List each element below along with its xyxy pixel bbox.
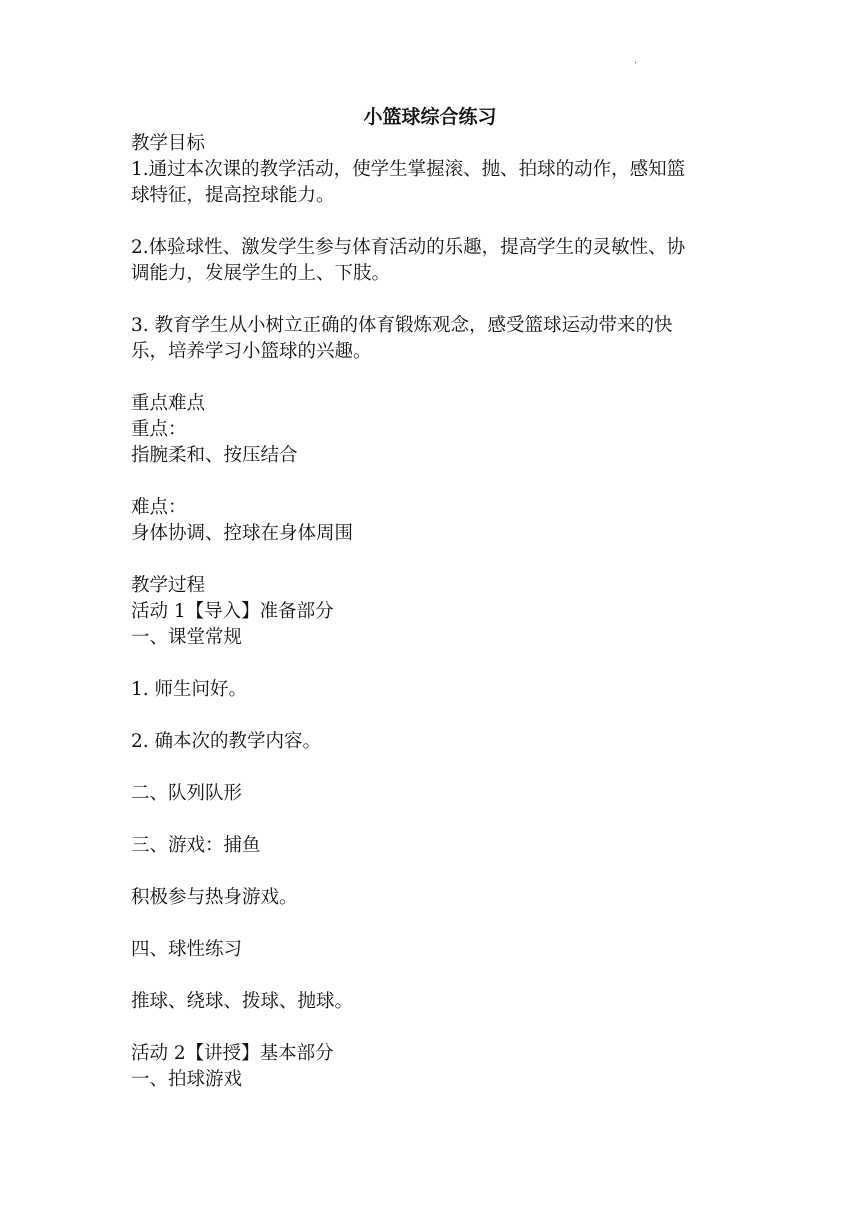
paragraph-gap xyxy=(131,1015,731,1041)
objective-2-line-1: 2.体验球性、激发学生参与体育活动的乐趣，提高学生的灵敏性、协 xyxy=(131,237,686,258)
activity-1-heading: 活动 1【导入】准备部分 xyxy=(131,601,334,622)
step-2: 2. 确本次的教学内容。 xyxy=(131,731,322,752)
step-1: 1. 师生问好。 xyxy=(131,679,248,700)
paragraph-gap xyxy=(131,651,731,677)
paragraph-gap xyxy=(131,963,731,989)
paragraph-gap xyxy=(131,703,731,729)
key-points-heading: 重点难点 xyxy=(131,393,206,414)
section-4-text: 推球、绕球、拨球、抛球。 xyxy=(131,991,354,1012)
objective-1-line-1: 1.通过本次课的教学活动，使学生掌握滚、抛、拍球的动作，感知篮 xyxy=(131,159,686,180)
key-label: 重点： xyxy=(131,419,187,440)
objective-3-line-1: 3. 教育学生从小树立正确的体育锻炼观念，感受篮球运动带来的快 xyxy=(131,315,673,336)
paragraph-gap xyxy=(131,807,731,833)
difficulty-label: 难点： xyxy=(131,497,187,518)
corner-mark: . xyxy=(634,56,637,66)
paragraph-gap xyxy=(131,859,731,885)
section-3-heading: 三、游戏：捕鱼 xyxy=(131,835,261,856)
paragraph-gap xyxy=(131,911,731,937)
section-3-text: 积极参与热身游戏。 xyxy=(131,887,298,908)
activity-2-section-1-heading: 一、拍球游戏 xyxy=(131,1069,243,1090)
paragraph-gap xyxy=(131,547,731,573)
section-1-heading: 一、课堂常规 xyxy=(131,627,243,648)
difficulty-text: 身体协调、控球在身体周围 xyxy=(131,523,354,544)
key-text: 指腕柔和、按压结合 xyxy=(131,445,298,466)
document-title: 小篮球综合练习 xyxy=(363,106,497,128)
paragraph-gap xyxy=(131,287,731,313)
paragraph-gap xyxy=(131,365,731,391)
paragraph-gap xyxy=(131,469,731,495)
document-body xyxy=(131,131,731,1093)
objective-2-line-2: 调能力，发展学生的上、下肢。 xyxy=(131,263,391,284)
paragraph-gap xyxy=(131,755,731,781)
objective-3-line-2: 乐，培养学习小篮球的兴趣。 xyxy=(131,341,372,362)
objectives-heading: 教学目标 xyxy=(131,133,206,154)
section-2-heading: 二、队列队形 xyxy=(131,783,243,804)
activity-2-heading: 活动 2【讲授】基本部分 xyxy=(131,1043,334,1064)
objective-1-line-2: 球特征，提高控球能力。 xyxy=(131,185,335,206)
section-4-heading: 四、球性练习 xyxy=(131,939,243,960)
process-heading: 教学过程 xyxy=(131,575,206,596)
paragraph-gap xyxy=(131,209,731,235)
